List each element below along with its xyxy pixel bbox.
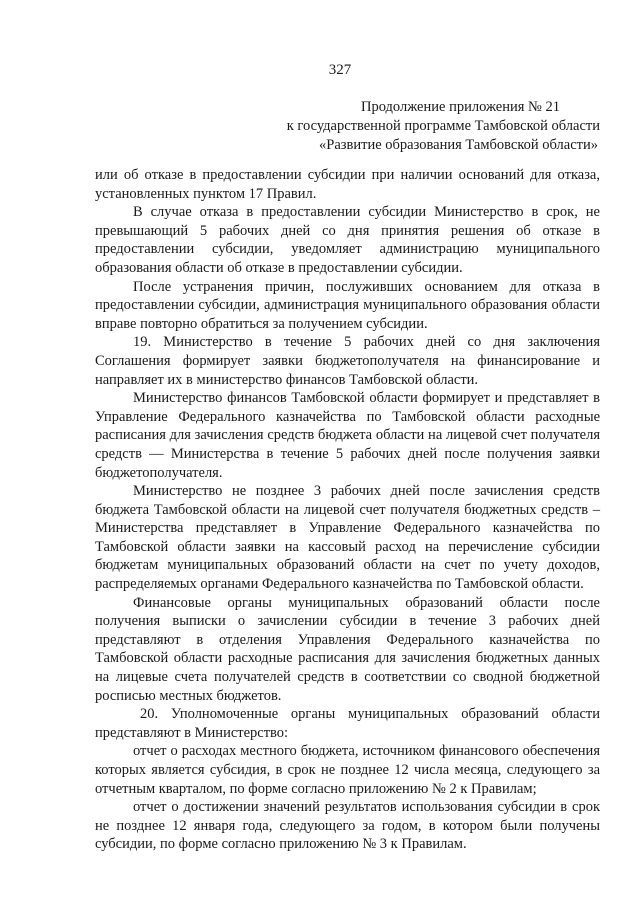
paragraph: Финансовые органы муниципальных образований области после получения выписки о зачислении субсидии в течение 3 рабочих дней представляют в отделения Управления Федерального казначейства по Тамбовской области расходные расписания для зачисления бюджетных данных на лицевые счета получателей средств в соответствии со сводной бюджетной росписью местных бюджетов.: [95, 594, 600, 704]
paragraph: 19. Министерство в течение 5 рабочих дней со дня заключения Соглашения формирует заявки бюджетополучателя на финансирование и направляет их в министерство финансов Тамбовской области.: [95, 334, 600, 388]
appendix-header-line-1: Продолжение приложения № 21: [361, 99, 560, 115]
paragraph: Министерство не позднее 3 рабочих дней после зачисления средств бюджета Тамбовской области на лицевой счет получателя бюджетных средств – Министерства представляет в Управление Федерального казначейства по Тамбовской области заявки на кассовый расход на перечисление субсидии бюджетам муниципальных образований области на счет по учету доходов, распределяемых органами Федерального казначейства по Тамбовской области.: [95, 483, 600, 593]
appendix-header-line-2: к государственной программе Тамбовской области: [286, 118, 600, 134]
appendix-header: [287, 98, 600, 155]
paragraph: или об отказе в предоставлении субсидии при наличии оснований для отказа, установленных пунктом 17 Правил.: [95, 167, 600, 202]
document-body: [95, 166, 600, 854]
paragraph: В случае отказа в предоставлении субсидии Министерство в срок, не превышающий 5 рабочих дней со дня принятия решения об отказе в предоставлении субсидии, уведомляет администрацию муниципального образования области об отказе в предоставлении субсидии.: [95, 204, 600, 276]
page-number: 327: [328, 62, 352, 78]
paragraph: После устранения причин, послуживших основанием для отказа в предоставлении субсидии, администрация муниципального образования области вправе повторно обратиться за получением субсидии.: [95, 278, 600, 332]
paragraph: отчет о достижении значений результатов использования субсидии в срок не позднее 12 января года, следующего за годом, в котором были получены субсидии, по форме согласно приложению № 3 к Правилам.: [95, 799, 600, 853]
appendix-header-line-3: «Развитие образования Тамбовской области»: [319, 137, 598, 153]
paragraph: 20. Уполномоченные органы муниципальных образований области представляют в Министерство:: [95, 706, 600, 741]
paragraph: Министерство финансов Тамбовской области формирует и представляет в Управление Федерального казначейства по Тамбовской области расходные расписания для зачисления средств бюджета области на лицевой счет получателя средств — Министерства в течение 5 рабочих дней после получения заявки бюджетополучателя.: [95, 390, 600, 481]
paragraph: отчет о расходах местного бюджета, источником финансового обеспечения которых является субсидия, в срок не позднее 12 числа месяца, следующего за отчетным кварталом, по форме согласно приложению № 2 к Правилам;: [95, 743, 600, 797]
